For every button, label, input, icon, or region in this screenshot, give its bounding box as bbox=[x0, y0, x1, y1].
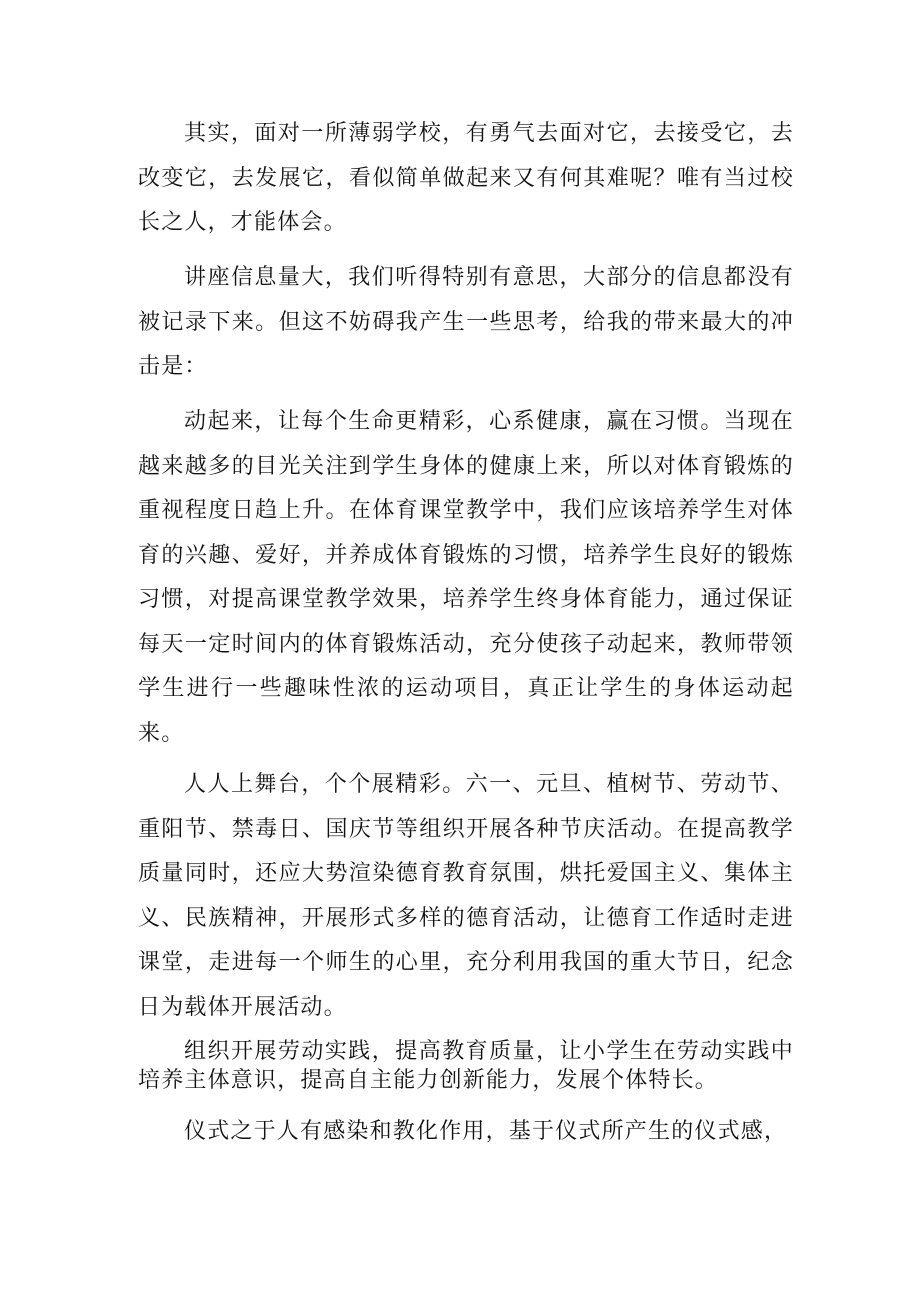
paragraph-ceremony: 仪式之于人有感染和教化作用，基于仪式所产生的仪式感， bbox=[184, 1119, 788, 1144]
paragraph-school-reform: 其实，面对一所薄弱学校，有勇气去面对它，去接受它，去改变它，去发展它，看似简单做起来又有何其难呢？唯有当过校长之人，才能体会。 bbox=[138, 121, 794, 235]
paragraph-labor-practice: 组织开展劳动实践，提高教育质量，让小学生在劳动实践中培养主体意识，提高自主能力创新能力，发展个体特长。 bbox=[138, 1039, 794, 1093]
paragraph-physical-exercise: 动起来，让每个生命更精彩，心系健康，赢在习惯。当现在越来越多的目光关注到学生身体的健康上来，所以对体育锻炼的重视程度日趋上升。在体育课堂教学中，我们应该培养学生对体育的兴趣、爱好，并养成体育锻炼的习惯，培养学生良好的锻炼习惯，对提高课堂教学效果，培养学生终身体育能力，通过保证每天一定时间内的体育锻炼活动，充分使孩子动起来，教师带领学生进行一些趣味性浓的运动项目，真正让学生的身体运动起来。 bbox=[138, 409, 794, 746]
paragraph-lecture-reflection: 讲座信息量大，我们听得特别有意思，大部分的信息都没有被记录下来。但这不妨碍我产生一些思考，给我的带来最大的冲击是： bbox=[138, 265, 794, 379]
paragraph-festival-activities: 人人上舞台，个个展精彩。六一、元旦、植树节、劳动节、重阳节、禁毒日、国庆节等组织开展各种节庆活动。在提高教学质量同时，还应大势渲染德育教育氛围，烘托爱国主义、集体主义、民族精神，开展形式多样的德育活动，让德育工作适时走进课堂，走进每一个师生的心里，充分利用我国的重大节日，纪念日为载体开展活动。 bbox=[138, 772, 794, 1020]
